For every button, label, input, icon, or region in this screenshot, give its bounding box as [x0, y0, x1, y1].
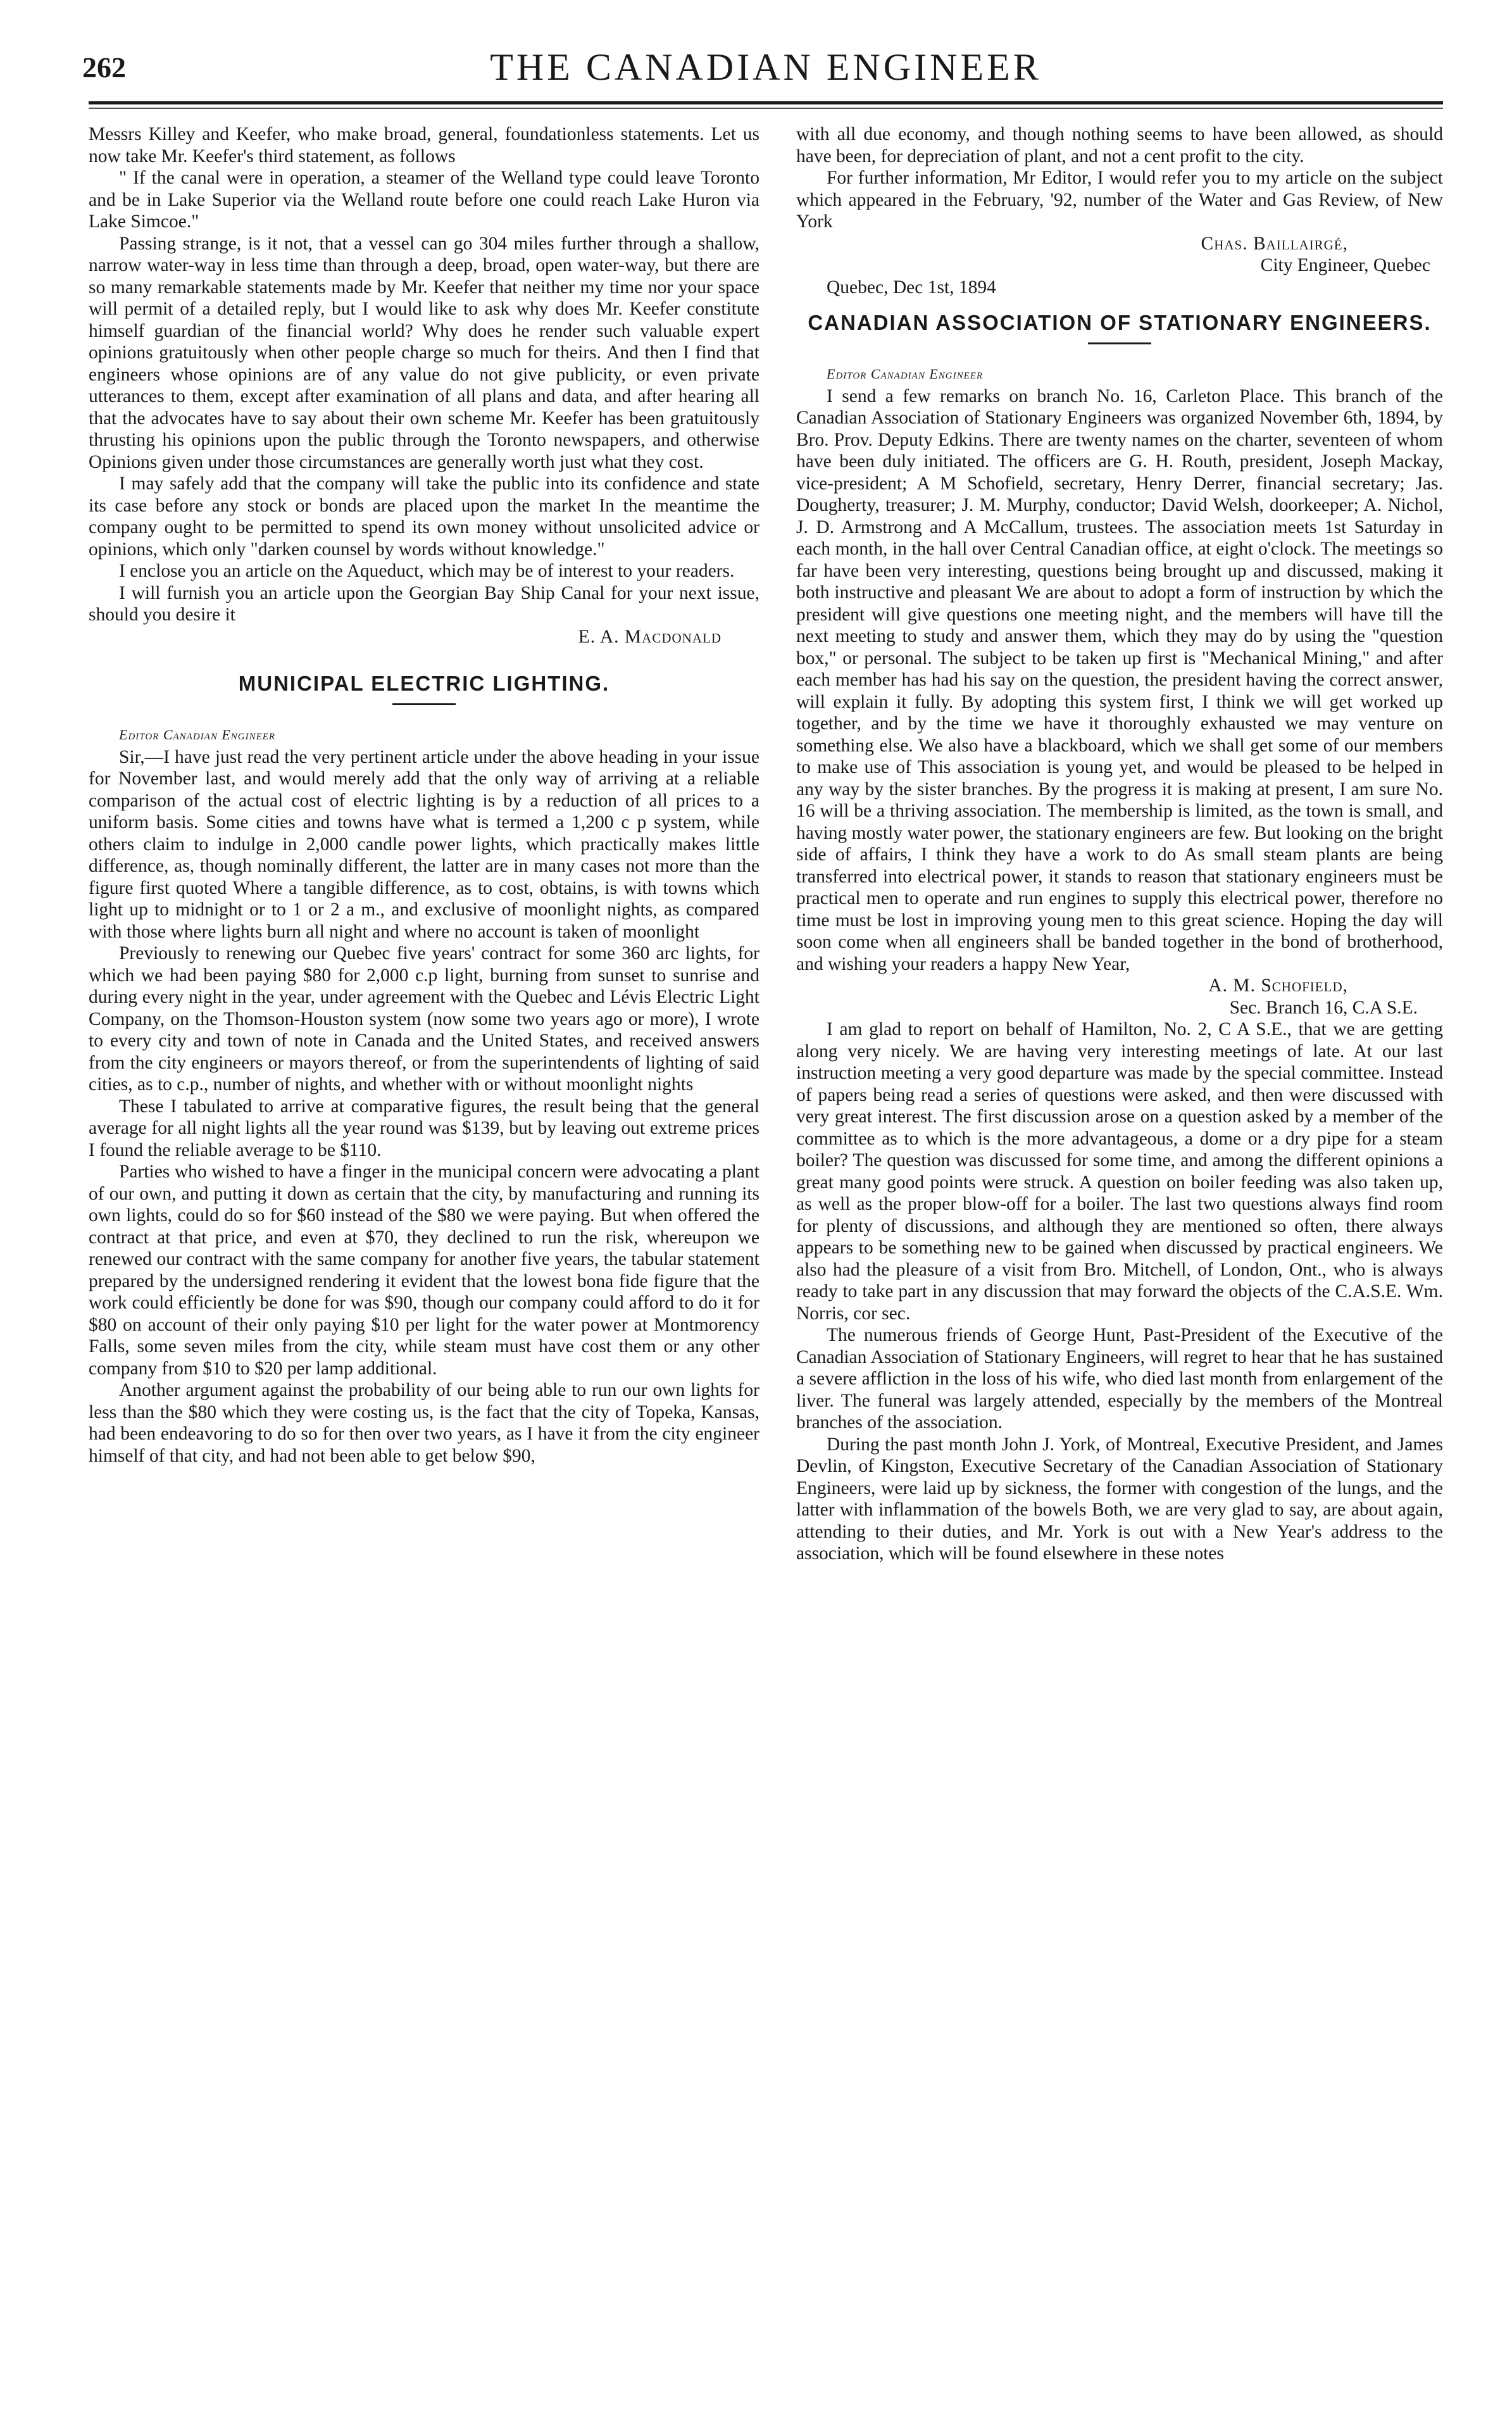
paragraph: During the past month John J. York, of Montreal, Executive President, and James Devlin, of Kingston, Executive Secretary of the Canadian Association of Stationary Engineers, were laid up by sickness, the former with congestion of the lungs, and the latter with inflammation of the bowels Both, we are very glad to say, are about again, attending to their duties, and Mr. York is out with a New Year's address to the association, which will be found elsewhere in these notes [796, 1434, 1443, 1564]
journal-title: THE CANADIAN ENGINEER [490, 46, 1042, 88]
left-column [89, 123, 759, 1467]
page-number: 262 [82, 51, 126, 84]
paragraph: For further information, Mr Editor, I would refer you to my article on the subject which appeared in the February, '92, number of the Water and Gas Review, of New York [796, 168, 1443, 232]
paragraph: Another argument against the probability of our being able to run our own lights for less than the $80 which they were costing us, is the fact that the city of Topeka, Kansas, had been endeavoring to do so for then over two years, as I have it from the city engineer himself of that city, and had not been able to get below $90, [89, 1380, 759, 1466]
paragraph: with all due economy, and though nothing seems to have been allowed, as should have been, for depreciation of plant, and not a cent profit to the city. [796, 124, 1443, 166]
signature-title: Sec. Branch 16, C.A S.E. [1229, 997, 1418, 1018]
paragraph: Passing strange, is it not, that a vessel can go 304 miles further through a shallow, narrow water-way in less time than through a deep, broad, open water-way, but there are so many remarkable statements made by Mr. Keefer that neither my time nor your space will permit of a detailed reply, but I would like to ask why does Mr. Keefer constitute himself guardian of the financial world? Why does he render such valuable expert opinions gratuitously when other people charge so much for theirs. And then I find that engineers whose opinions are of any value do not give publicity, or even private utterances to them, except after examination of all plans and data, and after hearing all that the advocates have to say about their own scheme Mr. Keefer has been gratuitously thrusting his opinions upon the public through the Toronto newspapers, and otherwise Opinions given under those circumstances are generally worth just what they cost. [89, 233, 759, 472]
paragraph: Sir,—I have just read the very pertinent article under the above heading in your issue for November last, and would merely add that the only way of arriving at a reliable comparison of the actual cost of electric lighting is by a reduction of all prices to a uniform basis. Some cities and towns have what is termed a 1,200 c p system, while others claim to indulge in 2,000 candle power lights, which practically makes little difference, as, though nominally different, the latter are in many cases not more than the figure first quoted Where a tangible difference, as to cost, obtains, is with towns which light up to midnight or to 1 or 2 a m., and exclusive of moonlight nights, as compared with those where lights burn all night and where no account is taken of moonlight [89, 746, 759, 942]
paragraph: " If the canal were in operation, a steamer of the Welland type could leave Toronto and be in Lake Superior via the Welland route before one could reach Lake Huron via Lake Simcoe." [89, 168, 759, 232]
signature-name: Chas. Baillairgé, [1201, 233, 1348, 254]
header-rule-thin [89, 108, 1443, 109]
right-column [796, 123, 1443, 1565]
headline-rule [392, 703, 456, 705]
editor-salutation: Editor Canadian Engineer [119, 727, 276, 743]
article-headline: CANADIAN ASSOCIATION OF STATIONARY ENGINEERS. [808, 311, 1432, 334]
paragraph: I may safely add that the company will take the public into its confidence and state its case before any stock or bonds are placed upon the market In the meantime the company ought to be permitted to spend its own money without unsolicited advice or opinions, which only "darken counsel by words without knowledge." [89, 474, 759, 560]
editor-salutation: Editor Canadian Engineer [827, 366, 984, 382]
signature: E. A. Macdonald [578, 626, 722, 647]
paragraph: Parties who wished to have a finger in the municipal concern were advocating a plant of our own, and putting it down as certain that the city, by manufacturing and running its own lights, could do so for $60 instead of the $80 we were paying. But when offered the contract at that price, and even at $70, they declined to run the risk, whereupon we renewed our contract with the same company for another five years, the tabular statement prepared by the undersigned rendering it evident that the lowest bona fide figure that the work could efficiently be done for was $90, though our company could afford to do it for $80 on account of their only paying $10 per light for the water power at Montmorency Falls, some seven miles from the city, while steam must have cost them or any other company from $10 to $20 per lamp additional. [89, 1162, 759, 1379]
page-header [82, 46, 1449, 96]
paragraph: I will furnish you an article upon the Georgian Bay Ship Canal for your next issue, should you desire it [89, 582, 759, 625]
article-headline: MUNICIPAL ELECTRIC LIGHTING. [238, 672, 610, 695]
headline-rule [1088, 342, 1151, 344]
signature-title: City Engineer, Quebec [1260, 255, 1430, 275]
signature-name: A. M. Schofield, [1208, 975, 1348, 996]
paragraph: These I tabulated to arrive at comparative figures, the result being that the general average for all night lights all the year round was $139, but by leaving out extreme prices I found the reliable average to be $110. [89, 1096, 759, 1160]
paragraph: I enclose you an article on the Aqueduct, which may be of interest to your readers. [119, 561, 735, 581]
header-rule [89, 101, 1443, 104]
paragraph: Messrs Killey and Keefer, who make broad, general, foundationless statements. Let us now take Mr. Keefer's third statement, as follows [89, 124, 759, 166]
paragraph: I am glad to report on behalf of Hamilton, No. 2, C A S.E., that we are getting along very nicely. We are having very interesting meetings of late. At our last instruction meeting a very good departure was made by the special committee. Instead of papers being read a series of questions were asked, and then were discussed with very great interest. The first discussion arose on a question asked by a member of the committee as to which is the more advantageous, a dome or a dry pipe for a steam boiler? The question was discussed for some time, and among the different opinions a great many good points were struck. A question on boiler feeding was also taken up, as well as the proper blow-off for a boiler. The last two questions always find room for plenty of discussions, and although they are mentioned so often, there always appears to be something new to be gained when discussed by practical engineers. We also had the pleasure of a visit from Bro. Mitchell, of London, Ont., who is always ready to take part in any discussion that may forward the objects of the C.A.S.E. Wm. Norris, cor sec. [796, 1019, 1443, 1324]
paragraph: Previously to renewing our Quebec five years' contract for some 360 arc lights, for which we had been paying $80 for 2,000 c.p light, burning from sunset to sunrise and during every night in the year, under agreement with the Quebec and Lévis Electric Light Company, on the Thomson-Houston system (now some two years ago or more), I wrote to every city and town of note in Canada and the United States, and received answers from the city engineers or mayors thereof, or from the superintendents of lighting of said cities, as to c.p., number of nights, and whether with or without moonlight nights [89, 943, 759, 1095]
place-date: Quebec, Dec 1st, 1894 [827, 277, 996, 298]
paragraph: I send a few remarks on branch No. 16, Carleton Place. This branch of the Canadian Association of Stationary Engineers was organized November 6th, 1894, by Bro. Prov. Deputy Edkins. There are twenty names on the charter, seventeen of whom have been duly initiated. The officers are G. H. Routh, president, Joseph Mackay, vice-president; A M Schofield, secretary, Henry Derrer, financial secretary; Jas. Dougherty, treasurer; J. M. Murphy, conductor; David Welsh, doorkeeper; A. Nichol, J. D. Armstrong and A McCallum, trustees. The association meets 1st Saturday in each month, in the hall over Central Canadian office, at eight o'clock. The meetings so far have been very interesting, questions being brought up and discussed, making it both instructive and pleasant We are about to adopt a form of instruction by which the president will give questions one meeting night, and the members will have till the next meeting to study and answer them, which they may do by using the "question box," or personal. The subject to be taken up first is "Mechanical Mining," and after each member has had his say on the question, the president having the correct answer, will explain it fully. By adopting this system first, I think we will get worked up together, and by the time we have it thoroughly exhausted we may venture on something else. We also have a blackboard, which we shall get some of our members to make use of This association is young yet, and would be pleased to be helped in any way by the sister branches. By the progress it is making at present, I am sure No. 16 will be a thriving association. The membership is limited, as the town is small, and having mostly water power, the stationary engineers are few. But looking on the bright side of affairs, I think they have a work to do As small steam plants are being transferred into electrical power, it stands to reason that stationary engineers must be practical men to operate and run engines to supply this electrical power, therefore no time must be lost in improving young men to this great science. Hoping the day will soon come when all engineers shall be banded together in the bond of brotherhood, and wishing your readers a happy New Year, [796, 386, 1443, 974]
paragraph: The numerous friends of George Hunt, Past-President of the Executive of the Canadian Association of Stationary Engineers, will regret to hear that he has sustained a severe affliction in the loss of his wife, who died last month from enlargement of the liver. The funeral was largely attended, especially by the members of the Montreal branches of the association. [796, 1325, 1443, 1433]
